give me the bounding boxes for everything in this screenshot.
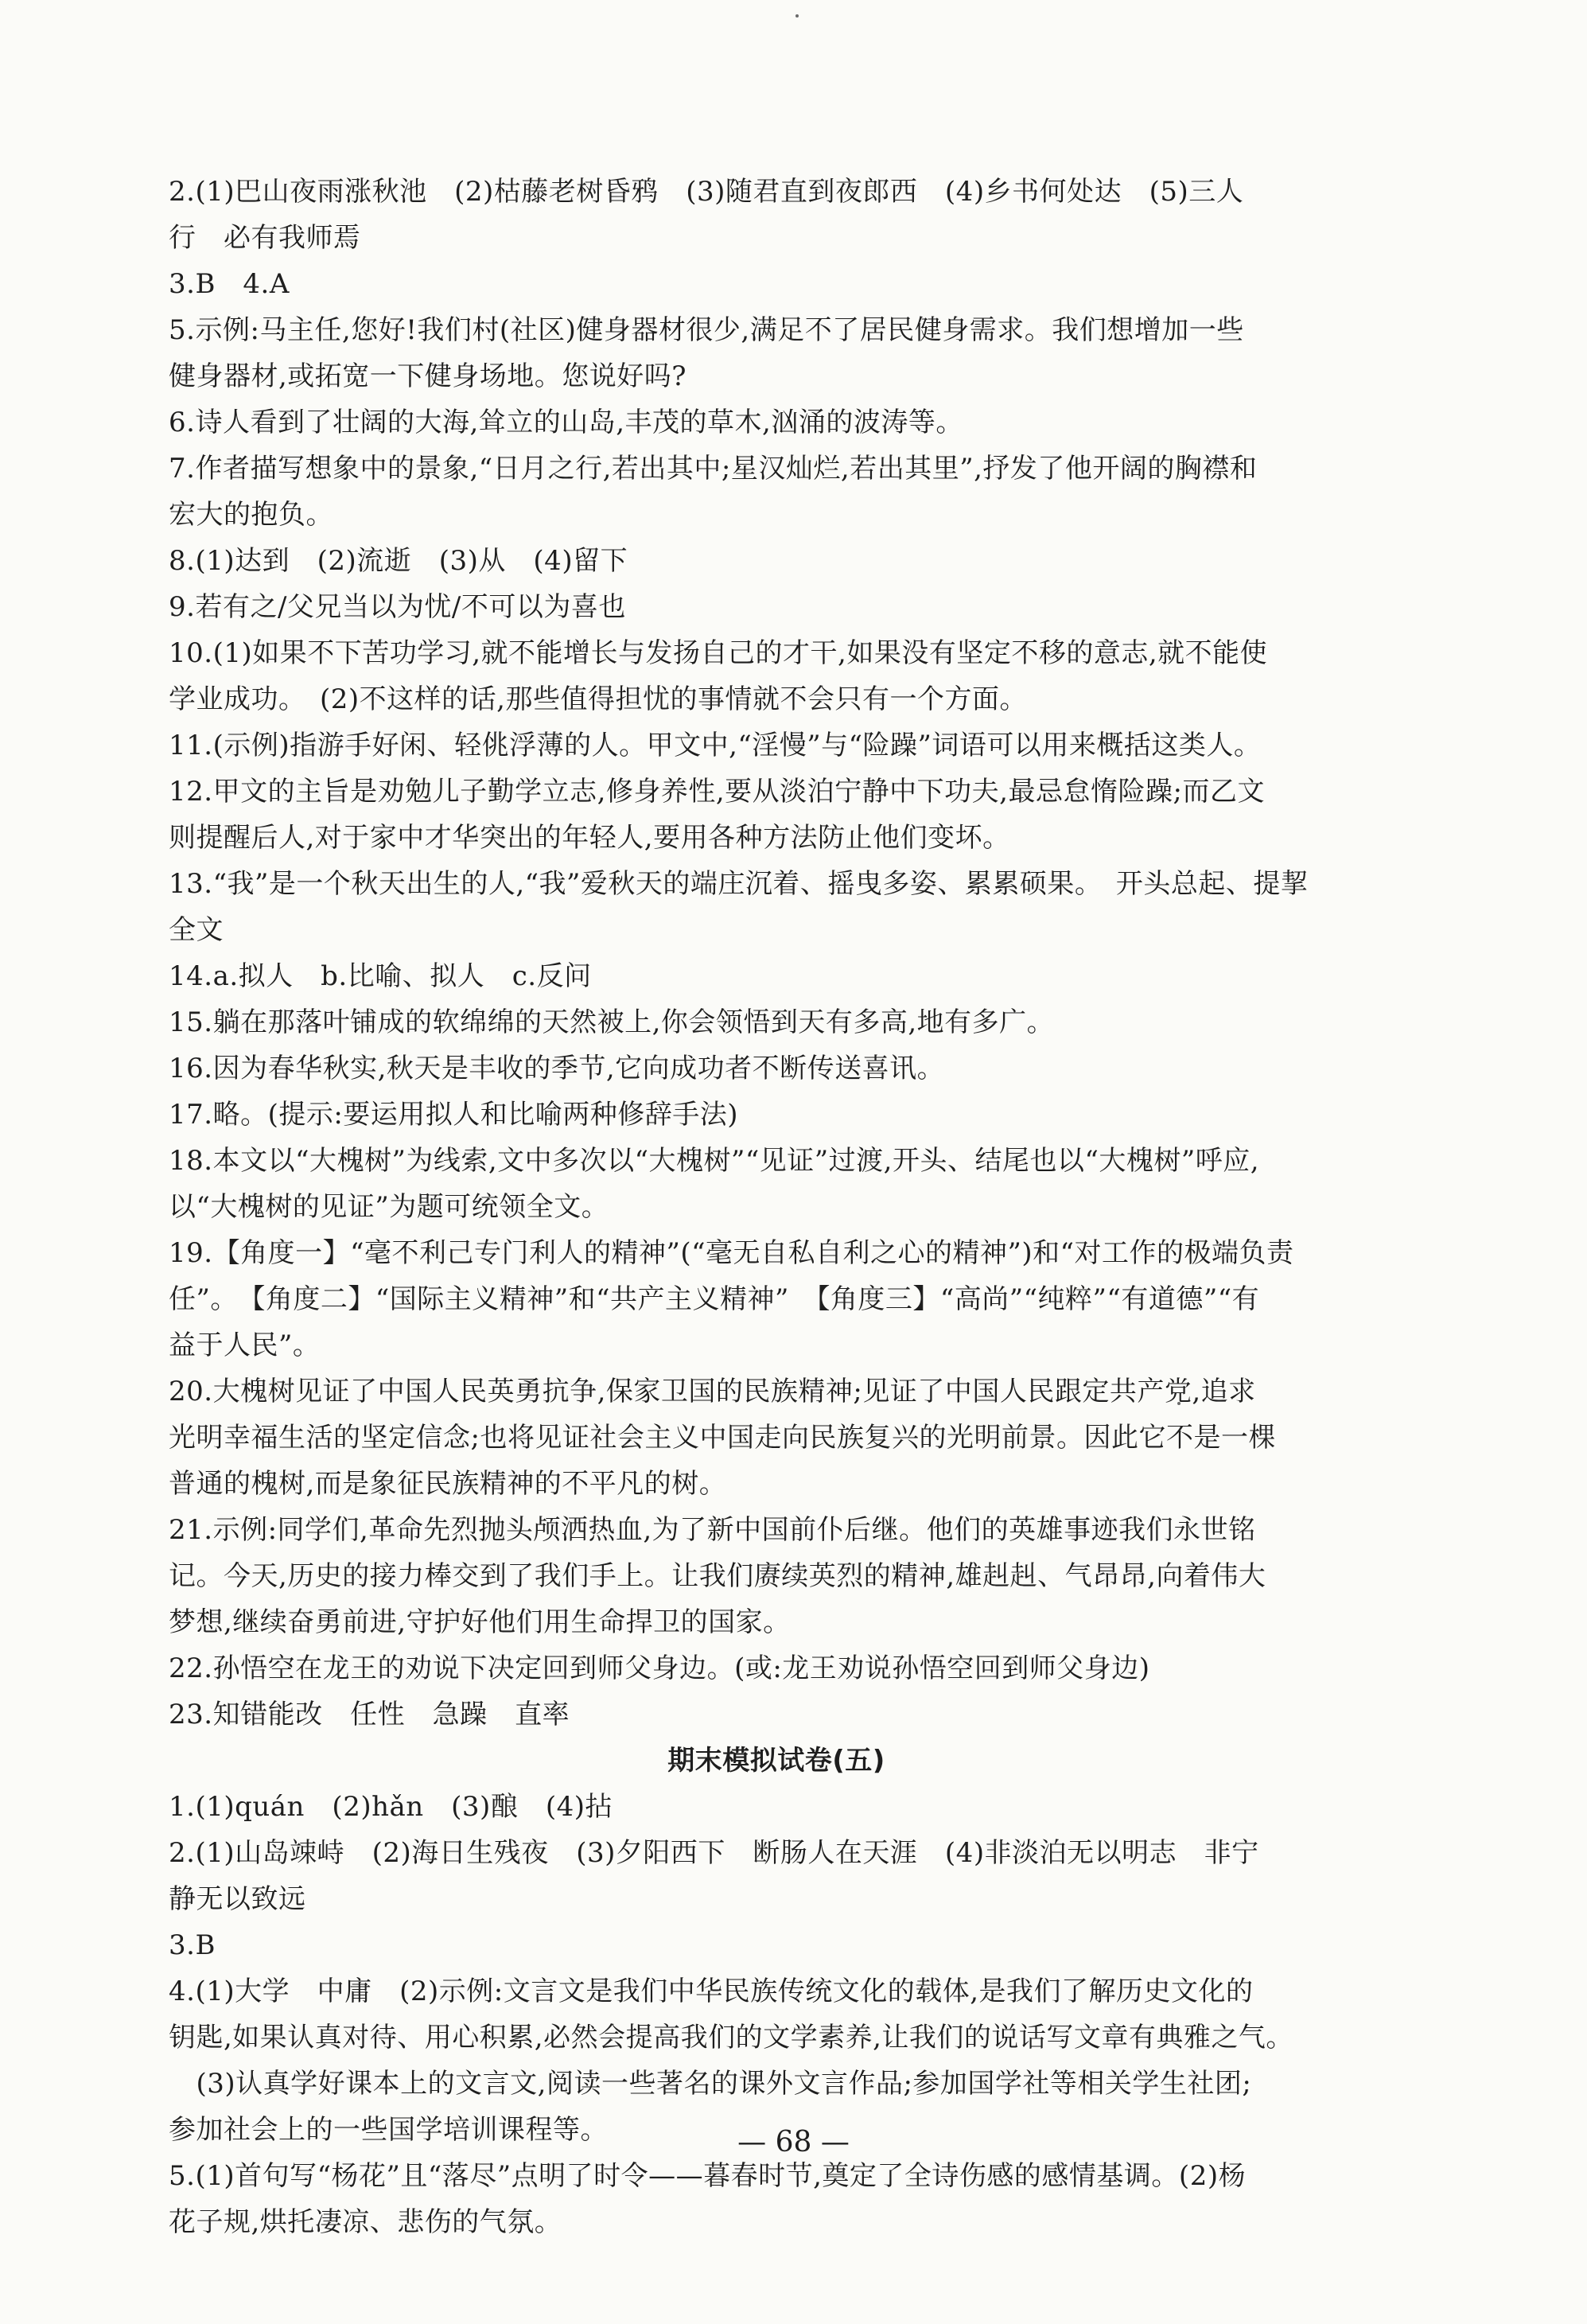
answer-line: 5.(1)首句写“杨花”且“落尽”点明了时令——暮春时节,奠定了全诗伤感的感情基调。(2)杨 [169, 2160, 1247, 2192]
answer-line: 1.(1)quán (2)hǎn (3)酿 (4)拈 [169, 1791, 613, 1823]
answer-line: 10.(1)如果不下苦功学习,就不能增长与发扬自己的才干,如果没有坚定不移的意志,就不能使 [169, 637, 1268, 669]
section-title: 期末模拟试卷(五) [667, 1745, 885, 1777]
answer-key-body [169, 169, 1384, 2245]
answer-line: 12.甲文的主旨是劝勉儿子勤学立志,修身养性,要从淡泊宁静中下功夫,最忌怠惰险躁;而乙文 [169, 776, 1265, 808]
answer-line: 全文 [169, 914, 224, 946]
answer-line: 18.本文以“大槐树”为线索,文中多次以“大槐树”“见证”过渡,开头、结尾也以“大槐树”呼应, [169, 1145, 1260, 1177]
page-number: — 68 — [737, 2126, 850, 2159]
answer-line: 4.(1)大学 中庸 (2)示例:文言文是我们中华民族传统文化的载体,是我们了解历史文化的 [169, 1976, 1254, 2007]
answer-line: 19.【角度一】“毫不利己专门利人的精神”(“毫无自私自利之心的精神”)和“对工作的极端负责 [169, 1237, 1294, 1269]
answer-line: 22.孙悟空在龙王的劝说下决定回到师父身边。(或:龙王劝说孙悟空回到师父身边) [169, 1652, 1150, 1684]
answer-line: 花子规,烘托凄凉、悲伤的气氛。 [169, 2206, 562, 2238]
answer-line: 3.B 4.A [169, 268, 290, 300]
answer-line: 普通的槐树,而是象征民族精神的不平凡的树。 [169, 1468, 727, 1500]
answer-line: 20.大槐树见证了中国人民英勇抗争,保家卫国的民族精神;见证了中国人民跟定共产党,追求 [169, 1376, 1256, 1407]
answer-line: 7.作者描写想象中的景象,“日月之行,若出其中;星汉灿烂,若出其里”,抒发了他开阔的胸襟和 [169, 453, 1258, 485]
answer-line: 益于人民”。 [169, 1329, 321, 1361]
answer-line: 钥匙,如果认真对待、用心积累,必然会提高我们的文学素养,让我们的说话写文章有典雅之气。 [169, 2022, 1293, 2053]
answer-line: 3.B [169, 1929, 216, 1961]
answer-line: 行 必有我师焉 [169, 222, 361, 254]
answer-line: 则提醒后人,对于家中才华突出的年轻人,要用各种方法防止他们变坏。 [169, 822, 1010, 854]
answer-line: 17.略。(提示:要运用拟人和比喻两种修辞手法) [169, 1099, 739, 1131]
answer-line: 8.(1)达到 (2)流逝 (3)从 (4)留下 [169, 545, 628, 577]
answer-line: 2.(1)巴山夜雨涨秋池 (2)枯藤老树昏鸦 (3)随君直到夜郎西 (4)乡书何处达 (5)三人 [169, 176, 1244, 208]
answer-line: 学业成功。 (2)不这样的话,那些值得担忧的事情就不会只有一个方面。 [169, 683, 1027, 715]
answer-line: 任”。 【角度二】“国际主义精神”和“共产主义精神” 【角度三】“高尚”“纯粹”“有道德”“有 [169, 1283, 1260, 1315]
answer-line: 16.因为春华秋实,秋天是丰收的季节,它向成功者不断传送喜讯。 [169, 1053, 945, 1084]
answer-line: 2.(1)山岛竦峙 (2)海日生残夜 (3)夕阳西下 断肠人在天涯 (4)非淡泊无以明志 非宁 [169, 1837, 1259, 1869]
answer-line: (3)认真学好课本上的文言文,阅读一些著名的课外文言作品;参加国学社等相关学生社团; [169, 2068, 1252, 2100]
answer-line: 静无以致远 [169, 1883, 306, 1915]
answer-line: 记。今天,历史的接力棒交到了我们手上。让我们赓续英烈的精神,雄赳赳、气昂昂,向着伟大 [169, 1560, 1266, 1592]
answer-line: 以“大槐树的见证”为题可统领全文。 [169, 1191, 609, 1223]
answer-line: 宏大的抱负。 [169, 499, 333, 531]
answer-line: 13.“我”是一个秋天出生的人,“我”爱秋天的端庄沉着、摇曳多姿、累累硕果。 开头总起、提挈 [169, 868, 1309, 900]
answer-line: 5.示例:马主任,您好!我们村(社区)健身器材很少,满足不了居民健身需求。我们想增加一些 [169, 314, 1244, 346]
answer-line: 11.(示例)指游手好闲、轻佻浮薄的人。甲文中,“淫慢”与“险躁”词语可以用来概括这类人。 [169, 730, 1262, 761]
answer-line: 健身器材,或拓宽一下健身场地。您说好吗? [169, 360, 687, 392]
answer-line: 梦想,继续奋勇前进,守护好他们用生命捍卫的国家。 [169, 1606, 791, 1638]
answer-line: 21.示例:同学们,革命先烈抛头颅洒热血,为了新中国前仆后继。他们的英雄事迹我们永世铭 [169, 1514, 1256, 1546]
answer-line: 14.a.拟人 b.比喻、拟人 c.反问 [169, 960, 592, 992]
answer-line: 15.躺在那落叶铺成的软绵绵的天然被上,你会领悟到天有多高,地有多广。 [169, 1006, 1055, 1038]
answer-line: 9.若有之/父兄当以为忧/不可以为喜也 [169, 591, 626, 623]
answer-line: 光明幸福生活的坚定信念;也将见证社会主义中国走向民族复兴的光明前景。因此它不是一棵 [169, 1422, 1276, 1454]
answer-line: 参加社会上的一些国学培训课程等。 [169, 2114, 608, 2146]
answer-line: 6.诗人看到了壮阔的大海,耸立的山岛,丰茂的草木,汹涌的波涛等。 [169, 407, 963, 438]
scan-speck [795, 14, 799, 18]
answer-line: 23.知错能改 任性 急躁 直率 [169, 1699, 570, 1730]
